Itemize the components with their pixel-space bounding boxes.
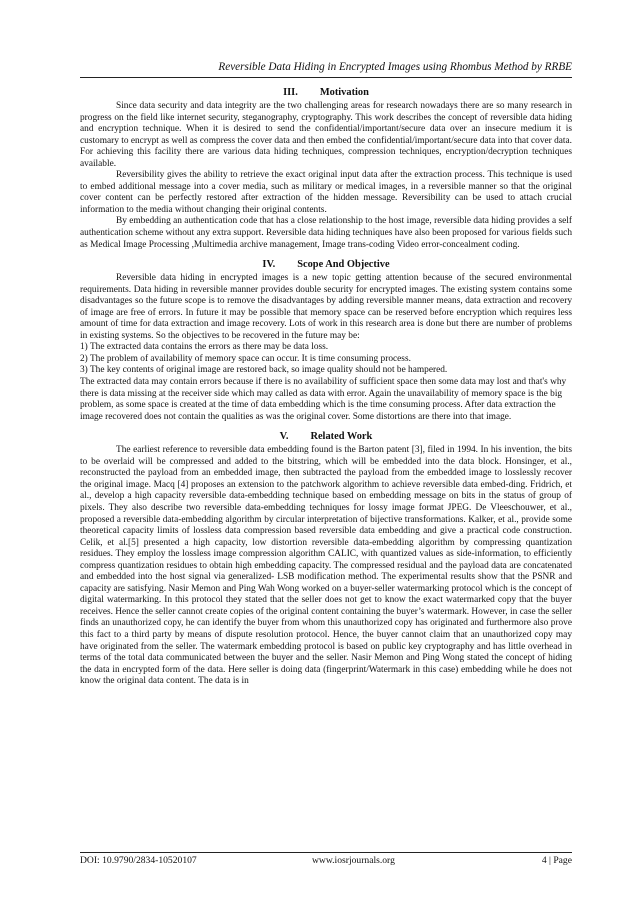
section-heading-motivation <box>80 86 572 99</box>
journal-website: www.iosrjournals.org <box>312 855 395 866</box>
section-title: Related Work <box>310 431 373 443</box>
list-item: 3) The key contents of original image are restored back, so image quality should not be hampered. <box>80 365 448 376</box>
paragraph: By embedding an authentication code that has a close relationship to the host image, reversible data hiding provides a self authentication scheme without any extra support. Reversible data hiding techniques have also been proposed for various fields such as Medical Image Processing ,Multimedia archive management, Image trans-coding Video error-concealment coding. <box>80 216 572 250</box>
paragraph: Reversibility gives the ability to retrieve the exact original input data after the extraction process. This technique is used to embed additional message into a cover media, such as military or medical images, in a reversible manner so that the original cover content can be perfectly restored after extraction of the hidden message. Reversibility can be used to attach crucial information to the media without changing their original contents. <box>80 170 572 215</box>
page-number: 4 | Page <box>541 855 572 866</box>
list-item: 2) The problem of availability of memory space can occur. It is time consuming process. <box>80 353 411 364</box>
section-number: V. <box>279 431 289 443</box>
list-item: 1) The extracted data contains the errors as there may be data loss. <box>80 342 329 353</box>
section-heading-related-work <box>80 430 572 443</box>
paragraph: Since data security and data integrity are the two challenging areas for research nowadays there are so many research in progress on the field like internet security, steganography, cryptography. This work describes the concept of reversible data hiding and encryption technique. When it is desired to send the confidential/important/secure data over an insecure medium it is customary to encrypt as well as compress the cover data and then embed the confidential/important/secure data into that cover data. For achieving this facility there are various data hiding techniques, compression techniques, encryption/decryption techniques available. <box>80 101 572 169</box>
section-number: III. <box>283 87 298 98</box>
section-heading-scope <box>80 258 572 271</box>
paragraph: The extracted data may contain errors because if there is no availability of sufficient space then some data may lost and that's why there is data missing at the receiver side which may called as data with error. Again the unavailability of memory space is the big problem, as some space is created at the time of data embedding which is the time consuming process. After data extraction the image recovered does not contain the qualities as was the original cover. Some distortions are there into that image. <box>80 377 567 422</box>
paragraph: Reversible data hiding in encrypted images is a new topic getting attention because of the secured environmental requirements. Data hiding in reversible manner provides double security for encrypted images. The existing system contains some disadvantages so the future scope is to remove the disadvantages by adding reversible manner means, data extraction and recovery of image are free of errors. In future it may be possible that memory space can be reserved before encryption which requires less amount of time for data extraction and image recovery. Lots of work in this research area is done but there are number of problems in existing systems. So the objectives to be recovered in the future may be: <box>80 273 572 341</box>
footer-rule <box>80 852 572 853</box>
page-body <box>80 86 572 688</box>
section-title: Scope And Objective <box>297 259 390 271</box>
header-rule <box>80 77 572 78</box>
doi-label: DOI: 10.9790/2834-10520107 <box>80 855 197 866</box>
section-number: IV. <box>262 259 276 271</box>
running-header: Reversible Data Hiding in Encrypted Images using Rhombus Method by RRBE <box>218 61 572 73</box>
section-title: Motivation <box>319 87 369 98</box>
paragraph: The earliest reference to reversible data embedding found is the Barton patent [3], filed in 1994. In his invention, the bits to be overlaid will be compressed and added to the bitstring, which will be embedded into the data block. Honsinger, et al., reconstructed the payload from an embedded image, then subtracted the payload from the embedded image to losslessly recover the original image. Macq [4] proposes an extension to the patchwork algorithm to achieve reversible data embed-ding. Fridrich, et al., develop a high capacity reversible data-embedding technique based on embedding message on bits in the status of group of pixels. They also describe two reversible data-embedding techniques for lossy image format JPEG. De Vleeschouwer, et al., proposed a reversible data-embedding algorithm by circular interpretation of bijective transformations. Kalker, et al., provide some theoretical capacity limits of lossless data compression based reversible data embedding and give a practical code construction. Celik, et al.[5] presented a high capacity, low distortion reversible data-embedding algorithm by compressing quantization residues. They employ the lossless image compression algorithm CALIC, with quantized values as side-information, to efficiently compress quantization residues to obtain high embedding capacity. The compressed residual and the payload data are concatenated and embedded into the host signal via generalized- LSB modification method. The experimental results show that the PSNR and capacity are satisfying. Nasir Memon and Ping Wah Wong worked on a buyer-seller watermarking protocol which is the concept of digital watermarking. In this protocol they stated that the seller does not get to know the exact watermarked copy that the buyer receives. Hence the seller cannot create copies of the original content containing the buyer’s watermark. However, in case the seller finds an unauthorized copy, he can identify the buyer from whom this unauthorized copy has originated and furthermore also prove this fact to a third party by means of dispute resolution protocol. Hence, the buyer cannot claim that an unauthorized copy may have originated from the seller. The watermark embedding protocol is based on public key cryptography and has little overhead in terms of the total data communicated between the buyer and the seller. Nasir Memon and Ping Wong stated the concept of hiding the data in encrypted form of the data. Here seller is doing data (fingerprint/Watermark in this case) embedding while he does not know the original data content. The data is in <box>80 445 572 687</box>
